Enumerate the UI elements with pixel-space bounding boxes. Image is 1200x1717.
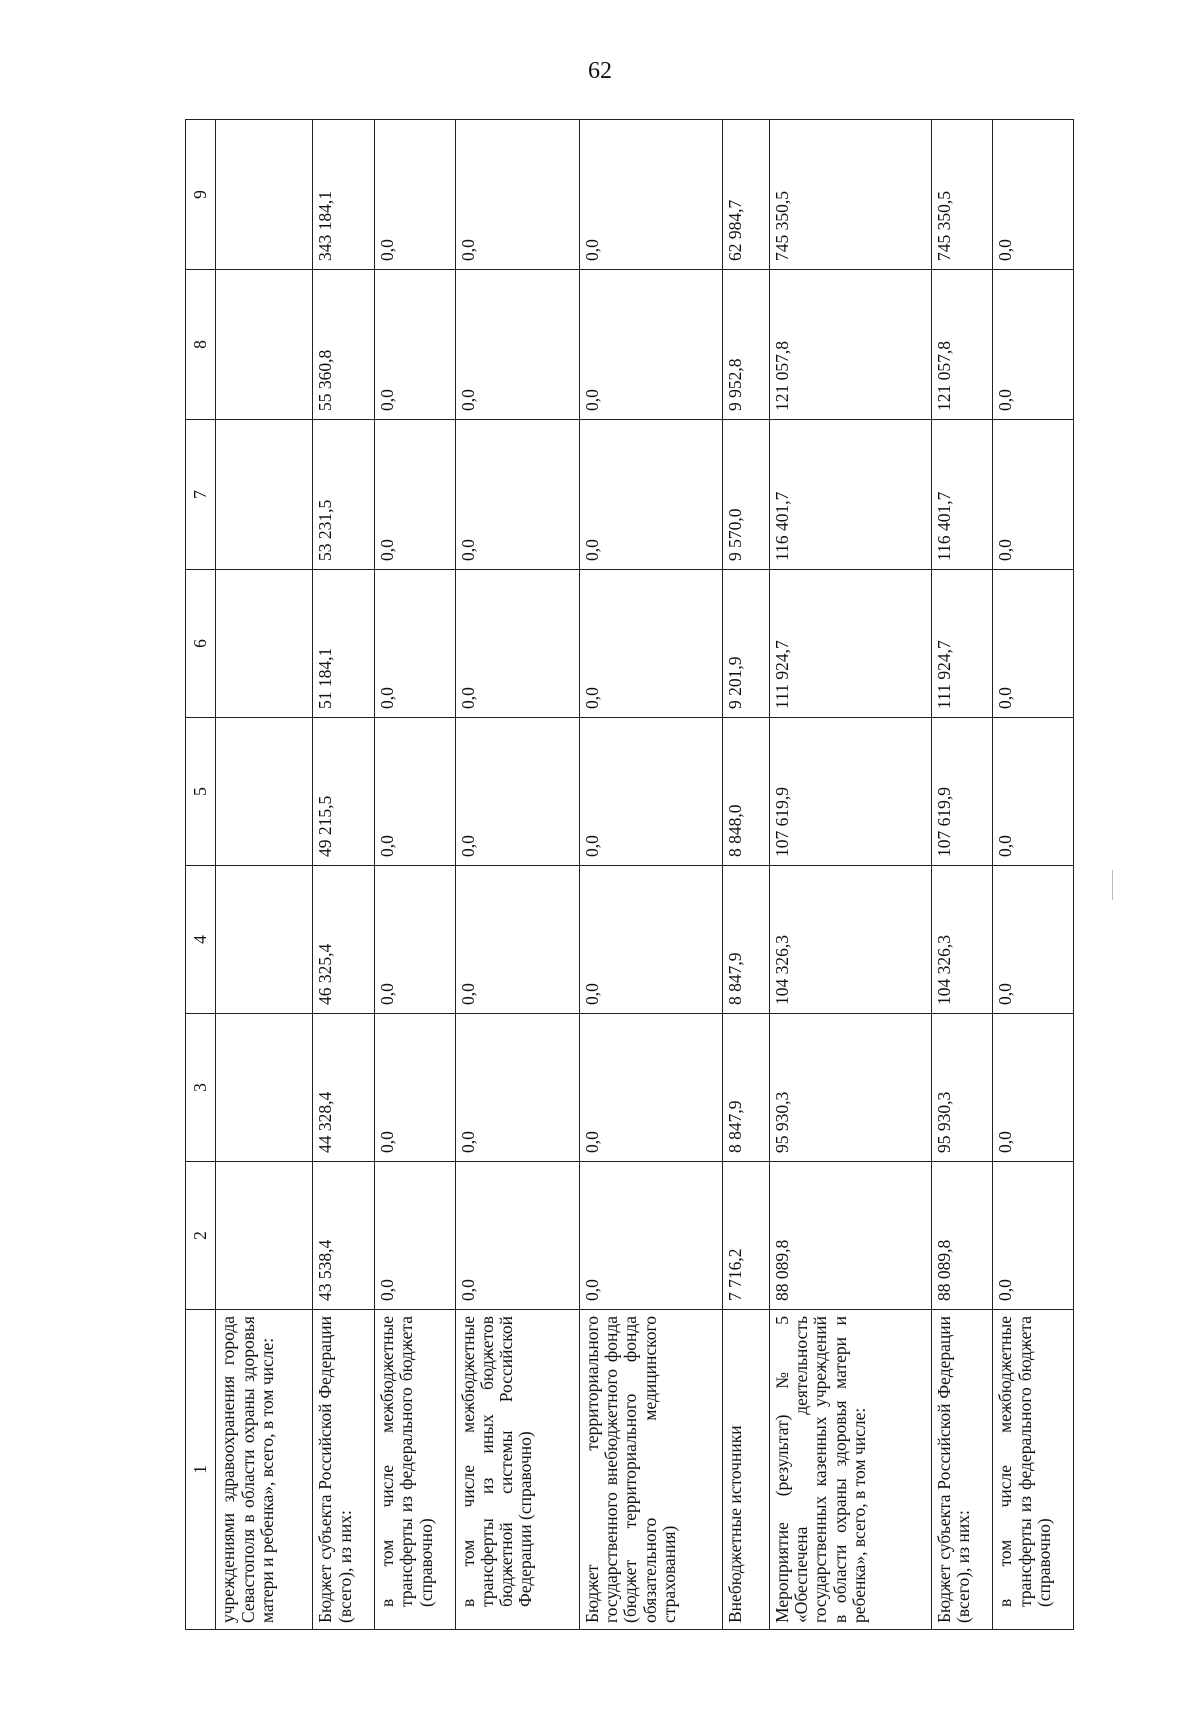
value-cell: 0,0 bbox=[579, 1014, 722, 1162]
value-cell: 44 328,4 bbox=[313, 1014, 375, 1162]
row-label-cell: в том числе межбюджетные трансферты из федерального бюджета (справочно) bbox=[375, 1310, 455, 1630]
table-row bbox=[375, 120, 455, 1630]
row-label-cell: Бюджет территориального государственного внебюджетного фонда (бюджет территориального фонда обязательного медицинского страхования) bbox=[579, 1310, 722, 1630]
page-number: 62 bbox=[588, 58, 612, 84]
column-header: 1 bbox=[186, 1310, 216, 1630]
value-cell: 0,0 bbox=[579, 120, 722, 270]
table-row bbox=[722, 120, 769, 1630]
value-cell: 0,0 bbox=[455, 420, 579, 570]
budget-table bbox=[185, 119, 1074, 1630]
value-cell: 0,0 bbox=[375, 420, 455, 570]
value-cell: 745 350,5 bbox=[931, 120, 993, 270]
column-header: 5 bbox=[186, 718, 216, 866]
value-cell bbox=[216, 1162, 313, 1310]
row-label-cell: учреждениями здравоохранения города Севастополя в области охраны здоровья матери и ребенка», всего, в том числе: bbox=[216, 1310, 313, 1630]
value-cell: 0,0 bbox=[579, 718, 722, 866]
value-cell: 0,0 bbox=[579, 270, 722, 420]
value-cell: 343 184,1 bbox=[313, 120, 375, 270]
value-cell: 0,0 bbox=[375, 120, 455, 270]
value-cell: 107 619,9 bbox=[931, 718, 993, 866]
row-label-cell: Бюджет субъекта Российской Федерации (всего), из них: bbox=[931, 1310, 993, 1630]
value-cell: 49 215,5 bbox=[313, 718, 375, 866]
value-cell: 111 924,7 bbox=[931, 570, 993, 718]
value-cell: 0,0 bbox=[455, 570, 579, 718]
value-cell: 51 184,1 bbox=[313, 570, 375, 718]
table-row bbox=[931, 120, 993, 1630]
value-cell: 9 201,9 bbox=[722, 570, 769, 718]
value-cell: 0,0 bbox=[993, 120, 1074, 270]
value-cell: 0,0 bbox=[455, 866, 579, 1014]
value-cell: 0,0 bbox=[455, 1162, 579, 1310]
row-label-cell: Мероприятие (результат) № 5 «Обеспечена деятельность государственных казенных учреждений в области охраны здоровья матери и ребенка», всего, в том числе: bbox=[769, 1310, 931, 1630]
value-cell: 0,0 bbox=[993, 1014, 1074, 1162]
value-cell: 0,0 bbox=[993, 718, 1074, 866]
value-cell: 121 057,8 bbox=[769, 270, 931, 420]
table-header-row bbox=[186, 120, 216, 1630]
value-cell: 0,0 bbox=[993, 270, 1074, 420]
value-cell: 0,0 bbox=[579, 866, 722, 1014]
value-cell: 43 538,4 bbox=[313, 1162, 375, 1310]
value-cell: 0,0 bbox=[993, 570, 1074, 718]
row-label-cell: в том числе межбюджетные трансферты из иных бюджетов бюджетной системы Российской Федерации (справочно) bbox=[455, 1310, 579, 1630]
value-cell: 0,0 bbox=[375, 1014, 455, 1162]
value-cell bbox=[216, 120, 313, 270]
table-row bbox=[216, 120, 313, 1630]
value-cell: 0,0 bbox=[455, 718, 579, 866]
value-cell: 107 619,9 bbox=[769, 718, 931, 866]
value-cell bbox=[216, 270, 313, 420]
row-label-cell: в том числе межбюджетные трансферты из федерального бюджета (справочно) bbox=[993, 1310, 1074, 1630]
value-cell: 95 930,3 bbox=[769, 1014, 931, 1162]
value-cell: 0,0 bbox=[455, 120, 579, 270]
value-cell: 745 350,5 bbox=[769, 120, 931, 270]
column-header: 3 bbox=[186, 1014, 216, 1162]
value-cell: 104 326,3 bbox=[931, 866, 993, 1014]
budget-table-frame bbox=[185, 120, 1074, 1630]
column-header: 6 bbox=[186, 570, 216, 718]
column-header: 8 bbox=[186, 270, 216, 420]
value-cell: 0,0 bbox=[579, 420, 722, 570]
table-row bbox=[579, 120, 722, 1630]
value-cell: 8 847,9 bbox=[722, 1014, 769, 1162]
value-cell: 111 924,7 bbox=[769, 570, 931, 718]
column-header: 4 bbox=[186, 866, 216, 1014]
rotated-table-container bbox=[185, 120, 1074, 1630]
value-cell bbox=[216, 866, 313, 1014]
value-cell: 104 326,3 bbox=[769, 866, 931, 1014]
value-cell: 55 360,8 bbox=[313, 270, 375, 420]
value-cell: 121 057,8 bbox=[931, 270, 993, 420]
value-cell: 8 847,9 bbox=[722, 866, 769, 1014]
value-cell: 62 984,7 bbox=[722, 120, 769, 270]
value-cell: 0,0 bbox=[455, 1014, 579, 1162]
value-cell: 116 401,7 bbox=[931, 420, 993, 570]
value-cell: 88 089,8 bbox=[769, 1162, 931, 1310]
value-cell: 9 570,0 bbox=[722, 420, 769, 570]
scan-artifact-line bbox=[1112, 870, 1113, 900]
value-cell: 0,0 bbox=[579, 570, 722, 718]
value-cell: 9 952,8 bbox=[722, 270, 769, 420]
value-cell: 0,0 bbox=[993, 866, 1074, 1014]
value-cell: 8 848,0 bbox=[722, 718, 769, 866]
value-cell: 0,0 bbox=[375, 866, 455, 1014]
value-cell: 116 401,7 bbox=[769, 420, 931, 570]
value-cell: 0,0 bbox=[993, 420, 1074, 570]
table-row bbox=[455, 120, 579, 1630]
row-label-cell: Внебюджетные источники bbox=[722, 1310, 769, 1630]
value-cell: 88 089,8 bbox=[931, 1162, 993, 1310]
value-cell: 46 325,4 bbox=[313, 866, 375, 1014]
value-cell: 0,0 bbox=[993, 1162, 1074, 1310]
value-cell: 53 231,5 bbox=[313, 420, 375, 570]
column-header: 9 bbox=[186, 120, 216, 270]
row-label-cell: Бюджет субъекта Российской Федерации (всего), из них: bbox=[313, 1310, 375, 1630]
value-cell: 0,0 bbox=[579, 1162, 722, 1310]
value-cell: 0,0 bbox=[375, 570, 455, 718]
value-cell: 0,0 bbox=[455, 270, 579, 420]
value-cell: 7 716,2 bbox=[722, 1162, 769, 1310]
value-cell bbox=[216, 570, 313, 718]
column-header: 7 bbox=[186, 420, 216, 570]
value-cell: 0,0 bbox=[375, 270, 455, 420]
value-cell bbox=[216, 1014, 313, 1162]
value-cell: 0,0 bbox=[375, 718, 455, 866]
value-cell bbox=[216, 420, 313, 570]
table-row bbox=[993, 120, 1074, 1630]
column-header: 2 bbox=[186, 1162, 216, 1310]
table-row bbox=[313, 120, 375, 1630]
value-cell: 95 930,3 bbox=[931, 1014, 993, 1162]
value-cell bbox=[216, 718, 313, 866]
value-cell: 0,0 bbox=[375, 1162, 455, 1310]
table-row bbox=[769, 120, 931, 1630]
